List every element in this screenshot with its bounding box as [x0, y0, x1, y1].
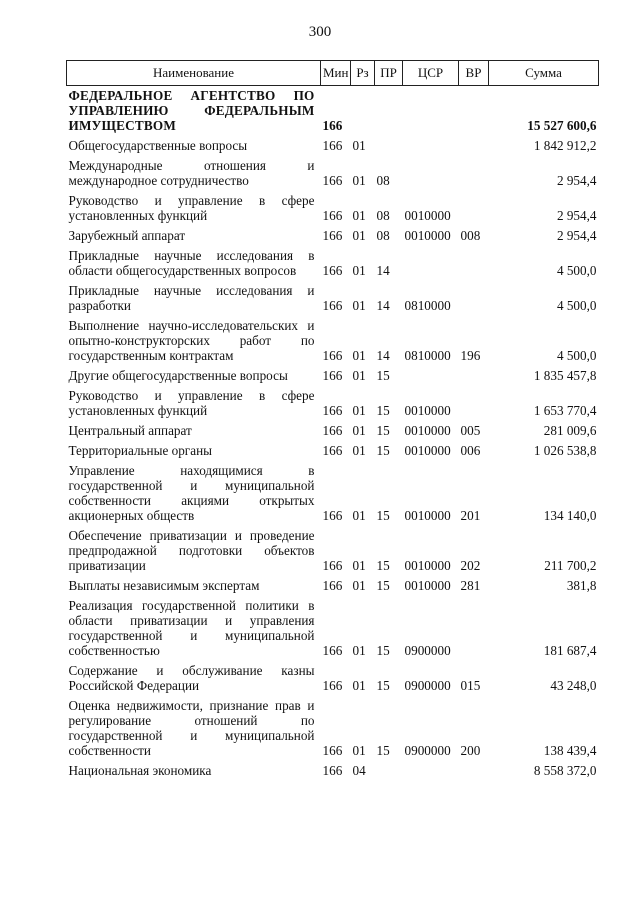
- cell-name: Управление находящимися в государственной и муниципальной собственности акциями открытых акционерных обществ: [68, 463, 315, 523]
- cell-csr: [403, 86, 459, 137]
- cell-vr: [459, 246, 489, 281]
- cell-csr: 0010000: [404, 578, 451, 593]
- cell-rz: 01: [352, 578, 366, 593]
- header-sum: Сумма: [489, 61, 599, 86]
- cell-sum: 181 687,4: [543, 643, 597, 658]
- cell-name: Территориальные органы: [68, 443, 212, 458]
- cell-rz: 01: [352, 508, 366, 523]
- table-row: [67, 281, 599, 316]
- table-row: [67, 191, 599, 226]
- cell-vr: [459, 386, 489, 421]
- cell-vr: 196: [460, 348, 481, 363]
- cell-sum: 1 653 770,4: [533, 403, 597, 418]
- cell-pr: 15: [376, 743, 390, 758]
- cell-csr: 0010000: [404, 228, 451, 243]
- cell-min: 166: [322, 368, 343, 383]
- cell-csr: 0010000: [404, 208, 451, 223]
- cell-rz: 01: [352, 138, 366, 153]
- cell-rz: 01: [352, 558, 366, 573]
- cell-name: Выплаты независимым экспертам: [68, 578, 260, 593]
- table-row: [67, 156, 599, 191]
- header-rz: Рз: [351, 61, 375, 86]
- cell-min: 166: [322, 298, 343, 313]
- cell-csr: [403, 246, 459, 281]
- table-header-row: [67, 61, 599, 86]
- cell-vr: 201: [460, 508, 481, 523]
- cell-csr: [403, 366, 459, 386]
- cell-rz: 01: [352, 368, 366, 383]
- cell-pr: 08: [376, 208, 390, 223]
- table-row: [67, 386, 599, 421]
- cell-csr: 0010000: [404, 423, 451, 438]
- cell-vr: 202: [460, 558, 481, 573]
- cell-min: 166: [322, 118, 343, 133]
- cell-csr: 0010000: [404, 508, 451, 523]
- cell-min: 166: [322, 443, 343, 458]
- cell-vr: [459, 281, 489, 316]
- cell-pr: 15: [376, 368, 390, 383]
- cell-min: 166: [322, 263, 343, 278]
- cell-pr: 14: [376, 263, 390, 278]
- table-row: [67, 526, 599, 576]
- header-pr: ПР: [375, 61, 403, 86]
- cell-vr: 006: [460, 443, 481, 458]
- cell-sum: 211 700,2: [544, 558, 597, 573]
- cell-sum: 134 140,0: [543, 508, 597, 523]
- cell-name: Центральный аппарат: [68, 423, 192, 438]
- budget-table: [66, 60, 599, 781]
- cell-name: Руководство и управление в сфере установленных функций: [68, 388, 315, 418]
- cell-pr: [375, 136, 403, 156]
- cell-rz: 01: [352, 443, 366, 458]
- cell-name: Прикладные научные исследования и разработки: [68, 283, 315, 313]
- cell-min: 166: [322, 138, 343, 153]
- cell-csr: [403, 156, 459, 191]
- cell-min: 166: [322, 508, 343, 523]
- cell-sum: 2 954,4: [556, 173, 597, 188]
- table-row: [67, 761, 599, 781]
- cell-vr: [459, 761, 489, 781]
- cell-sum: 2 954,4: [556, 228, 597, 243]
- cell-name: Другие общегосударственные вопросы: [68, 368, 288, 383]
- cell-sum: 4 500,0: [556, 348, 597, 363]
- cell-name: Руководство и управление в сфере установленных функций: [68, 193, 315, 223]
- cell-name: Выполнение научно-исследовательских и опытно-конструкторских работ по государственным контрактам: [68, 318, 315, 363]
- cell-rz: 01: [352, 298, 366, 313]
- cell-sum: 1 835 457,8: [533, 368, 597, 383]
- cell-sum: 15 527 600,6: [527, 118, 597, 133]
- cell-min: 166: [322, 763, 343, 778]
- header-min: Мин: [321, 61, 351, 86]
- cell-pr: 15: [376, 558, 390, 573]
- cell-sum: 1 842 912,2: [533, 138, 597, 153]
- table-row: [67, 246, 599, 281]
- cell-min: 166: [322, 423, 343, 438]
- cell-sum: 2 954,4: [556, 208, 597, 223]
- cell-vr: [459, 596, 489, 661]
- cell-min: 166: [322, 403, 343, 418]
- cell-rz: 01: [352, 173, 366, 188]
- header-name: Наименование: [67, 61, 321, 86]
- cell-pr: 15: [376, 678, 390, 693]
- cell-rz: 01: [352, 263, 366, 278]
- cell-rz: 01: [352, 423, 366, 438]
- cell-pr: [375, 86, 403, 137]
- table-row: [67, 316, 599, 366]
- cell-sum: 1 026 538,8: [533, 443, 597, 458]
- cell-min: 166: [322, 678, 343, 693]
- table-row: [67, 661, 599, 696]
- cell-csr: [403, 761, 459, 781]
- cell-vr: [459, 136, 489, 156]
- cell-pr: 08: [376, 228, 390, 243]
- table-row: [67, 366, 599, 386]
- cell-sum: 381,8: [566, 578, 597, 593]
- cell-vr: 008: [460, 228, 481, 243]
- table-body: [67, 86, 599, 782]
- cell-pr: 15: [376, 643, 390, 658]
- cell-csr: 0010000: [404, 443, 451, 458]
- cell-pr: 15: [376, 403, 390, 418]
- cell-vr: 200: [460, 743, 481, 758]
- cell-pr: 08: [376, 173, 390, 188]
- cell-min: 166: [322, 348, 343, 363]
- cell-sum: 281 009,6: [543, 423, 597, 438]
- table-row: [67, 696, 599, 761]
- header-vr: ВР: [459, 61, 489, 86]
- cell-sum: 4 500,0: [556, 298, 597, 313]
- cell-pr: 15: [376, 508, 390, 523]
- cell-pr: 15: [376, 578, 390, 593]
- cell-csr: 0900000: [404, 743, 451, 758]
- cell-rz: [351, 86, 375, 137]
- cell-csr: 0810000: [404, 348, 451, 363]
- cell-rz: 01: [352, 678, 366, 693]
- cell-rz: 01: [352, 743, 366, 758]
- cell-pr: [375, 761, 403, 781]
- cell-sum: 138 439,4: [543, 743, 597, 758]
- cell-csr: 0900000: [404, 643, 451, 658]
- cell-rz: 04: [352, 763, 366, 778]
- cell-pr: 15: [376, 443, 390, 458]
- cell-pr: 15: [376, 423, 390, 438]
- cell-csr: 0900000: [404, 678, 451, 693]
- cell-rz: 01: [352, 643, 366, 658]
- cell-min: 166: [322, 743, 343, 758]
- cell-rz: 01: [352, 403, 366, 418]
- cell-csr: 0810000: [404, 298, 451, 313]
- cell-name: Реализация государственной политики в области приватизации и управления государственной и муниципальной собственностью: [68, 598, 315, 658]
- table-row: [67, 596, 599, 661]
- table-row: [67, 461, 599, 526]
- cell-name: Обеспечение приватизации и проведение предпродажной подготовки объектов приватизации: [68, 528, 315, 573]
- cell-sum: 43 248,0: [550, 678, 597, 693]
- cell-min: 166: [322, 578, 343, 593]
- cell-csr: 0010000: [404, 403, 451, 418]
- cell-name: Прикладные научные исследования в области общегосударственных вопросов: [68, 248, 315, 278]
- cell-rz: 01: [352, 228, 366, 243]
- page-number: 300: [308, 24, 332, 40]
- cell-name: Общегосударственные вопросы: [68, 138, 248, 153]
- cell-name: ФЕДЕРАЛЬНОЕ АГЕНТСТВО ПО УПРАВЛЕНИЮ ФЕДЕРАЛЬНЫМ ИМУЩЕСТВОМ: [68, 88, 315, 133]
- cell-pr: 14: [376, 298, 390, 313]
- cell-min: 166: [322, 173, 343, 188]
- cell-min: 166: [322, 558, 343, 573]
- cell-min: 166: [322, 228, 343, 243]
- cell-csr: [403, 136, 459, 156]
- cell-name: Международные отношения и международное сотрудничество: [68, 158, 315, 188]
- cell-name: Оценка недвижимости, признание прав и регулирование отношений по государственной и муниципальной собственности: [68, 698, 315, 758]
- cell-min: 166: [322, 208, 343, 223]
- cell-rz: 01: [352, 348, 366, 363]
- table-row: [67, 576, 599, 596]
- cell-sum: 8 558 372,0: [533, 763, 597, 778]
- agency-row: [67, 86, 599, 137]
- cell-vr: 015: [460, 678, 481, 693]
- cell-rz: 01: [352, 208, 366, 223]
- table-row: [67, 441, 599, 461]
- cell-vr: 005: [460, 423, 481, 438]
- cell-vr: [459, 86, 489, 137]
- cell-name: Зарубежный аппарат: [68, 228, 186, 243]
- cell-vr: [459, 191, 489, 226]
- cell-name: Национальная экономика: [68, 763, 212, 778]
- table-row: [67, 421, 599, 441]
- cell-csr: 0010000: [404, 558, 451, 573]
- cell-vr: [459, 156, 489, 191]
- cell-vr: [459, 366, 489, 386]
- table-row: [67, 136, 599, 156]
- table-row: [67, 226, 599, 246]
- cell-name: Содержание и обслуживание казны Российской Федерации: [68, 663, 315, 693]
- cell-pr: 14: [376, 348, 390, 363]
- header-csr: ЦСР: [403, 61, 459, 86]
- cell-sum: 4 500,0: [556, 263, 597, 278]
- cell-vr: 281: [460, 578, 481, 593]
- cell-min: 166: [322, 643, 343, 658]
